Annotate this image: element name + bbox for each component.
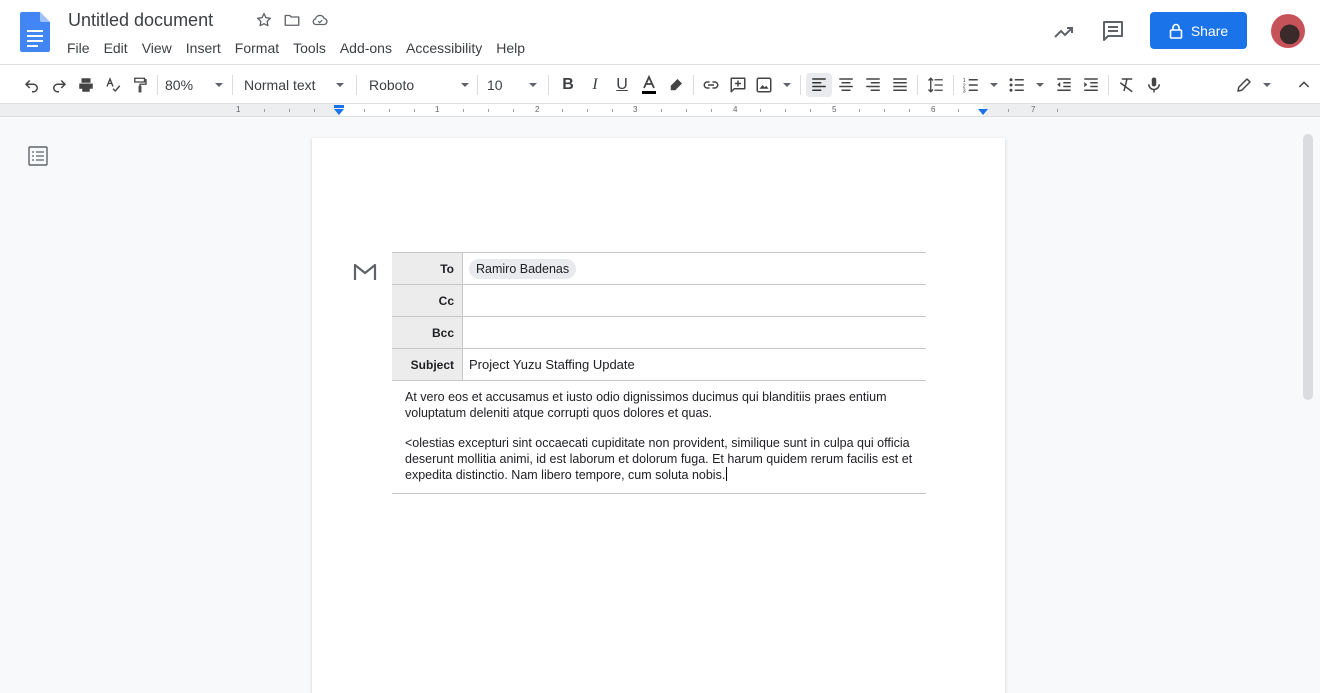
body-paragraph: At vero eos et accusamus et iusto odio dignissimos ducimus qui blanditiis praes entium voluptatum deleniti atque corrupti quos dolores et quas. bbox=[405, 390, 887, 420]
voice-typing-icon[interactable] bbox=[1144, 73, 1164, 97]
line-spacing-icon[interactable] bbox=[926, 73, 946, 97]
paint-format-icon[interactable] bbox=[130, 73, 150, 97]
menu-accessibility[interactable]: Accessibility bbox=[405, 40, 483, 56]
svg-text:3: 3 bbox=[962, 88, 966, 94]
document-page[interactable] bbox=[312, 138, 1005, 693]
chevron-down-icon bbox=[1036, 83, 1044, 87]
share-button[interactable] bbox=[1150, 12, 1247, 49]
recipient-chip[interactable]: Ramiro Badenas bbox=[469, 259, 576, 279]
align-left-icon[interactable] bbox=[806, 73, 832, 97]
body-paragraph: <olestias excepturi sint occaecati cupiditate non provident, similique sunt in culpa qui officia deserunt mollitia animi, id est laborum et dolorum fuga. Et harum quidem rerum facilis est et expedita distinctio. Nam libero tempore, cum soluta nobis. bbox=[405, 436, 913, 482]
gmail-icon bbox=[353, 262, 377, 282]
left-indent-marker[interactable] bbox=[334, 105, 344, 115]
insert-link-icon[interactable] bbox=[701, 73, 721, 97]
menu-edit[interactable]: Edit bbox=[103, 40, 128, 56]
ruler-number: 5 bbox=[832, 105, 837, 114]
align-justify-icon[interactable] bbox=[890, 73, 910, 97]
svg-text:1: 1 bbox=[962, 78, 966, 84]
subject-row bbox=[392, 348, 926, 380]
underline-icon[interactable]: U bbox=[616, 76, 628, 93]
ruler-number: 6 bbox=[931, 105, 936, 114]
menu-format[interactable]: Format bbox=[234, 40, 280, 56]
font-value: Roboto bbox=[369, 77, 415, 93]
menu-insert[interactable]: Insert bbox=[185, 40, 221, 56]
subject-field[interactable]: Project Yuzu Staffing Update bbox=[469, 357, 635, 372]
to-label: To bbox=[392, 253, 463, 284]
numbered-list-icon[interactable] bbox=[962, 73, 998, 97]
activity-dashboard-icon[interactable] bbox=[1052, 20, 1076, 44]
font-size-select[interactable] bbox=[487, 73, 537, 97]
menu-help[interactable]: Help bbox=[496, 40, 526, 56]
italic-icon[interactable]: I bbox=[592, 76, 598, 93]
bold-icon[interactable]: B bbox=[562, 76, 574, 93]
chevron-down-icon bbox=[336, 83, 344, 87]
account-avatar[interactable] bbox=[1271, 14, 1305, 48]
decrease-indent-icon[interactable] bbox=[1054, 73, 1074, 97]
zoom-value: 80% bbox=[165, 77, 194, 93]
app-header bbox=[0, 0, 1320, 64]
text-cursor bbox=[726, 467, 727, 481]
document-outline-icon[interactable] bbox=[28, 146, 48, 166]
subject-label: Subject bbox=[392, 349, 463, 380]
share-label: Share bbox=[1190, 22, 1229, 39]
email-draft-chip[interactable] bbox=[392, 252, 926, 494]
chevron-down-icon bbox=[1263, 83, 1271, 87]
move-folder-icon[interactable] bbox=[282, 10, 302, 30]
insert-image-icon[interactable] bbox=[755, 73, 791, 97]
svg-text:2: 2 bbox=[962, 83, 966, 90]
toolbar bbox=[0, 64, 1320, 104]
horizontal-ruler[interactable] bbox=[0, 104, 1320, 117]
vertical-scrollbar[interactable] bbox=[1303, 134, 1313, 400]
chevron-down-icon bbox=[529, 83, 537, 87]
align-right-icon[interactable] bbox=[863, 73, 883, 97]
menu-addons[interactable]: Add-ons bbox=[339, 40, 392, 56]
ruler-number: 4 bbox=[733, 105, 738, 114]
right-indent-marker[interactable] bbox=[978, 105, 988, 115]
document-title[interactable]: Untitled document bbox=[68, 10, 214, 30]
lock-icon bbox=[1169, 23, 1183, 39]
ruler-number: 2 bbox=[535, 105, 540, 114]
ruler-number: 3 bbox=[633, 105, 638, 114]
zoom-select[interactable] bbox=[165, 73, 223, 97]
paragraph-style-value: Normal text bbox=[244, 77, 316, 93]
chevron-down-icon bbox=[990, 83, 998, 87]
cc-field[interactable] bbox=[463, 285, 926, 316]
redo-icon[interactable] bbox=[49, 73, 69, 97]
chevron-down-icon bbox=[461, 83, 469, 87]
comment-history-icon[interactable] bbox=[1101, 19, 1125, 43]
add-comment-icon[interactable] bbox=[728, 73, 748, 97]
menu-tools[interactable]: Tools bbox=[293, 40, 326, 56]
to-row bbox=[392, 252, 926, 284]
font-select[interactable] bbox=[369, 73, 469, 97]
ruler-number: 1 bbox=[435, 105, 440, 114]
cc-label: Cc bbox=[392, 285, 463, 316]
chevron-down-icon bbox=[215, 83, 223, 87]
to-field[interactable] bbox=[463, 253, 926, 284]
docs-logo-icon[interactable] bbox=[20, 12, 50, 52]
chevron-down-icon bbox=[783, 83, 791, 87]
editing-mode-icon[interactable] bbox=[1235, 73, 1271, 97]
font-size-value: 10 bbox=[487, 77, 503, 93]
bcc-field[interactable] bbox=[463, 317, 926, 348]
spellcheck-icon[interactable] bbox=[103, 73, 123, 97]
bcc-row bbox=[392, 316, 926, 348]
text-color-icon[interactable] bbox=[639, 73, 659, 97]
increase-indent-icon[interactable] bbox=[1081, 73, 1101, 97]
highlight-color-icon[interactable] bbox=[666, 73, 686, 97]
ruler-number: 7 bbox=[1031, 105, 1036, 114]
clear-formatting-icon[interactable] bbox=[1117, 73, 1137, 97]
bcc-label: Bcc bbox=[392, 317, 463, 348]
undo-icon[interactable] bbox=[22, 73, 42, 97]
email-body[interactable] bbox=[392, 380, 926, 494]
paragraph-style-select[interactable] bbox=[244, 73, 344, 97]
ruler-number: 1 bbox=[236, 105, 241, 114]
menu-file[interactable]: File bbox=[67, 40, 90, 56]
bulleted-list-icon[interactable] bbox=[1008, 73, 1044, 97]
print-icon[interactable] bbox=[76, 73, 96, 97]
menu-view[interactable]: View bbox=[141, 40, 172, 56]
cloud-status-icon[interactable] bbox=[310, 10, 330, 30]
collapse-menus-icon[interactable] bbox=[1294, 73, 1314, 97]
star-icon[interactable] bbox=[254, 10, 274, 30]
menu-bar bbox=[60, 38, 532, 58]
cc-row bbox=[392, 284, 926, 316]
align-center-icon[interactable] bbox=[836, 73, 856, 97]
